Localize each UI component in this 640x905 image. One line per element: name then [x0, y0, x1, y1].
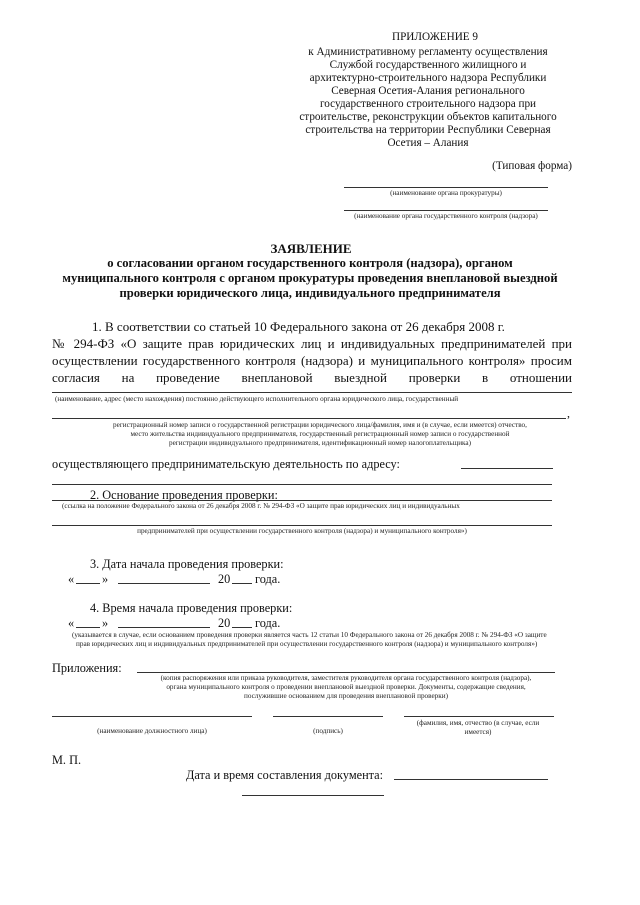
entity-details-field[interactable]	[52, 392, 572, 393]
document-heading: ЗАЯВЛЕНИЕ	[270, 241, 352, 256]
prosecutor-caption: (наименование органа прокуратуры)	[390, 189, 502, 197]
appendix-line: к Административному регламенту осуществления	[308, 46, 548, 58]
appendix-line: строительстве, реконструкции объектов капитального	[299, 111, 557, 123]
appendix-line: Осетия – Алания	[387, 137, 469, 149]
business-address-field[interactable]	[461, 468, 553, 469]
signature-caption: (подпись)	[313, 727, 343, 735]
year-prefix: 20	[218, 616, 231, 630]
start-month-field[interactable]	[118, 571, 210, 584]
section-1-text	[52, 318, 572, 386]
caption-line: органа муниципального контроля о проведении внеплановой выездной проверки. Документы, содержащие сведения,	[166, 683, 526, 691]
attachments-caption	[130, 674, 562, 701]
section-1-line: № 294-ФЗ «О защите прав юридических лиц и индивидуальных предпринимателей при	[52, 336, 572, 351]
start-day-field[interactable]	[76, 571, 100, 584]
caption-line: прав юридических лиц и индивидуальных предпринимателей при осуществлении государственного контроля (надзора) и муниципального контроля»)	[76, 640, 538, 648]
signature-field[interactable]	[273, 716, 383, 717]
official-position-field[interactable]	[52, 716, 252, 717]
datetime-field-2[interactable]	[242, 795, 384, 796]
section-1-line: осуществлении государственного контроля (надзора) и муниципального контроля» просим	[52, 353, 572, 368]
caption-line: место жительства индивидуального предпринимателя, государственный регистрационный номер записи о государственной	[130, 430, 510, 438]
section-1-line: 1. В соответствии со статьей 10 Федерального закона от 26 декабря 2008 г.	[92, 319, 505, 334]
section-4-label: 4. Время начала проведения проверки:	[90, 601, 293, 615]
appendix-line: государственного строительного надзора при	[319, 98, 537, 110]
date-open-quote: «	[68, 616, 75, 630]
subject-line: о согласовании органом государственного контроля (надзора), органом	[107, 256, 513, 270]
form-type-note: (Типовая форма)	[492, 160, 572, 172]
inspection-basis-field[interactable]	[52, 500, 552, 501]
inspection-basis-caption-2: предпринимателей при осуществлении государственного контроля (надзора) и муниципального контроля»)	[137, 527, 467, 535]
start-time-row	[68, 615, 368, 631]
prosecutor-name-field[interactable]	[344, 187, 548, 188]
appendix-number: ПРИЛОЖЕНИЕ 9	[391, 31, 478, 43]
caption-line: (копия распоряжения или приказа руководителя, заместителя руководителя органа государственного контроля (надзора),	[160, 674, 532, 682]
time-day-field[interactable]	[76, 615, 100, 628]
full-name-field[interactable]	[404, 716, 554, 717]
caption-line: (указывается в случае, если основанием проведения проверки является часть 12 статьи 10 Федерального закона от 26 декабря 2008 г. № 294-ФЗ «О защите	[72, 631, 547, 639]
year-suffix: года.	[255, 616, 281, 630]
business-address-label: осуществляющего предпринимательскую деятельность по адресу:	[52, 457, 400, 471]
appendix-reference	[278, 46, 578, 150]
inspection-basis-field-2[interactable]	[52, 525, 552, 526]
datetime-label: Дата и время составления документа:	[186, 768, 384, 782]
appendix-line: архитектурно-строительного надзора Республики	[309, 72, 547, 84]
datetime-field[interactable]	[394, 779, 548, 780]
caption-line: регистрационный номер записи о государственной регистрации юридического лица/фамилия, имя и (в случае, если имеется) отчество,	[113, 421, 527, 429]
subject-line: муниципального контроля с органом прокуратуры проведения внеплановой выездной	[62, 270, 558, 285]
date-close-quote: »	[102, 572, 109, 586]
stamp-label: М. П.	[52, 753, 82, 767]
entity-details-comma: ,	[567, 406, 570, 420]
year-suffix: года.	[255, 572, 281, 586]
time-caption	[72, 631, 592, 649]
date-close-quote: »	[102, 616, 109, 630]
section-3-label: 3. Дата начала проведения проверки:	[90, 557, 284, 571]
control-body-name-field[interactable]	[344, 210, 548, 211]
section-2-label: 2. Основание проведения проверки:	[90, 488, 278, 502]
time-month-field[interactable]	[118, 615, 210, 628]
control-body-caption: (наименование органа государственного контроля (надзора)	[354, 212, 538, 220]
appendix-line: строительства на территории Республики Северная	[305, 124, 551, 136]
date-open-quote: «	[68, 572, 75, 586]
appendix-line: Северная Осетия-Алания регионального	[331, 85, 525, 97]
subject-line: проверки юридического лица, индивидуального предпринимателя	[119, 285, 501, 300]
inspection-basis-caption-1: (ссылка на положение Федерального закона от 26 декабря 2008 г. № 294-ФЗ «О защите прав юридических лиц и индивидуальных	[62, 502, 460, 510]
document-subject	[30, 256, 590, 300]
business-address-field-2[interactable]	[52, 484, 552, 485]
entity-details-field-2[interactable]	[52, 418, 566, 419]
year-prefix: 20	[218, 572, 231, 586]
start-date-row	[68, 571, 368, 587]
entity-details-caption-1: (наименование, адрес (место нахождения) постоянно действующего исполнительного органа юридического лица, государственный	[55, 395, 459, 403]
caption-line: послужившие основанием для проведения внеплановой проверки)	[243, 692, 449, 700]
official-position-caption: (наименование должностного лица)	[97, 727, 207, 735]
full-name-caption: (фамилия, имя, отчество (в случае, если имеется)	[416, 719, 540, 736]
caption-line: регистрации индивидуального предпринимателя, идентификационный номер налогоплательщика)	[168, 439, 472, 447]
attachments-label: Приложения:	[52, 661, 122, 675]
entity-details-caption-2	[40, 421, 600, 448]
time-year-field[interactable]	[232, 615, 252, 628]
section-1-line: согласия на проведение внеплановой выездной проверки в отношении	[52, 370, 572, 385]
attachments-field[interactable]	[137, 672, 555, 673]
appendix-line: Службой государственного жилищного и	[329, 59, 527, 71]
start-year-field[interactable]	[232, 571, 252, 584]
